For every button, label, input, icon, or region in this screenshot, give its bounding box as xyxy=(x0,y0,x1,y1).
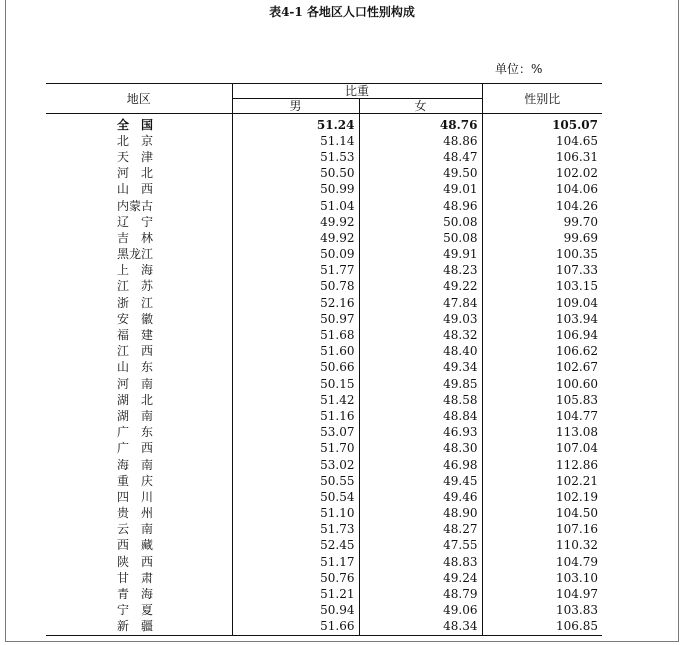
male-cell: 53.02 xyxy=(232,457,359,473)
region-cell: 贵 州 xyxy=(117,506,154,521)
ratio-cell: 110.32 xyxy=(482,538,602,554)
table-row xyxy=(46,425,602,441)
table-row xyxy=(46,198,602,214)
region-cell: 重 庆 xyxy=(117,473,154,488)
header-ratio: 性别比 xyxy=(482,84,602,114)
region-cell: 山 东 xyxy=(117,360,154,375)
population-sex-table xyxy=(46,83,602,636)
female-cell: 49.91 xyxy=(359,247,482,263)
ratio-cell: 107.33 xyxy=(482,263,602,279)
ratio-cell: 104.77 xyxy=(482,408,602,424)
ratio-cell: 104.50 xyxy=(482,506,602,522)
ratio-cell: 112.86 xyxy=(482,457,602,473)
female-cell: 49.01 xyxy=(359,182,482,198)
male-cell: 50.66 xyxy=(232,360,359,376)
male-cell: 50.15 xyxy=(232,376,359,392)
ratio-cell: 104.97 xyxy=(482,586,602,602)
table-title: 表4-1 各地区人口性别构成 xyxy=(269,5,415,19)
male-cell: 51.60 xyxy=(232,344,359,360)
table-row xyxy=(46,392,602,408)
female-cell: 50.08 xyxy=(359,230,482,246)
region-cell: 安 徽 xyxy=(117,311,154,326)
ratio-cell: 106.94 xyxy=(482,327,602,343)
region-cell: 西 藏 xyxy=(117,538,154,553)
ratio-cell: 100.35 xyxy=(482,247,602,263)
female-cell: 48.58 xyxy=(359,392,482,408)
female-cell: 46.93 xyxy=(359,425,482,441)
ratio-cell: 106.85 xyxy=(482,619,602,636)
ratio-cell: 103.10 xyxy=(482,570,602,586)
female-cell: 49.03 xyxy=(359,311,482,327)
table-row xyxy=(46,182,602,198)
table-row xyxy=(46,554,602,570)
region-cell: 上 海 xyxy=(117,263,154,278)
female-cell: 49.45 xyxy=(359,473,482,489)
ratio-cell: 104.06 xyxy=(482,182,602,198)
male-cell: 50.55 xyxy=(232,473,359,489)
table-row xyxy=(46,214,602,230)
male-cell: 52.16 xyxy=(232,295,359,311)
ratio-cell: 100.60 xyxy=(482,376,602,392)
table-row xyxy=(46,279,602,295)
table-row xyxy=(46,473,602,489)
male-cell: 50.09 xyxy=(232,247,359,263)
ratio-cell: 106.31 xyxy=(482,149,602,165)
table-row xyxy=(46,263,602,279)
table-row xyxy=(46,376,602,392)
region-cell: 陕 西 xyxy=(117,554,154,569)
header-female: 女 xyxy=(359,99,482,114)
ratio-cell: 104.79 xyxy=(482,554,602,570)
male-cell: 51.21 xyxy=(232,586,359,602)
region-cell: 湖 北 xyxy=(117,392,154,407)
ratio-cell: 103.15 xyxy=(482,279,602,295)
ratio-cell: 99.70 xyxy=(482,214,602,230)
female-cell: 50.08 xyxy=(359,214,482,230)
ratio-cell: 106.62 xyxy=(482,344,602,360)
male-cell: 53.07 xyxy=(232,425,359,441)
region-cell: 云 南 xyxy=(117,522,154,537)
region-cell: 吉 林 xyxy=(117,230,154,245)
male-cell: 51.16 xyxy=(232,408,359,424)
table-row xyxy=(46,114,602,134)
table-row xyxy=(46,506,602,522)
header-male: 男 xyxy=(232,99,359,114)
female-cell: 48.86 xyxy=(359,133,482,149)
region-cell: 内蒙古 xyxy=(117,198,154,213)
male-cell: 51.66 xyxy=(232,619,359,636)
table-row xyxy=(46,457,602,473)
region-cell: 湖 南 xyxy=(117,408,154,423)
female-cell: 47.84 xyxy=(359,295,482,311)
male-cell: 49.92 xyxy=(232,214,359,230)
female-cell: 47.55 xyxy=(359,538,482,554)
table-row xyxy=(46,538,602,554)
table-body xyxy=(46,114,602,636)
table-row xyxy=(46,133,602,149)
male-cell: 52.45 xyxy=(232,538,359,554)
table-row xyxy=(46,408,602,424)
region-cell: 江 苏 xyxy=(117,279,154,294)
male-cell: 51.73 xyxy=(232,522,359,538)
male-cell: 51.14 xyxy=(232,133,359,149)
table-row xyxy=(46,441,602,457)
male-cell: 51.68 xyxy=(232,327,359,343)
female-cell: 48.34 xyxy=(359,619,482,636)
male-cell: 50.76 xyxy=(232,570,359,586)
male-cell: 50.54 xyxy=(232,489,359,505)
ratio-cell: 105.83 xyxy=(482,392,602,408)
region-cell: 甘 肃 xyxy=(117,570,154,585)
ratio-cell: 103.83 xyxy=(482,603,602,619)
region-cell: 宁 夏 xyxy=(117,603,154,618)
region-cell: 北 京 xyxy=(117,133,154,148)
female-cell: 49.46 xyxy=(359,489,482,505)
male-cell: 51.24 xyxy=(232,114,359,134)
table-row xyxy=(46,603,602,619)
table-row xyxy=(46,327,602,343)
region-cell: 浙 江 xyxy=(117,295,154,310)
header-weight: 比重 xyxy=(232,84,482,99)
female-cell: 48.84 xyxy=(359,408,482,424)
region-cell: 河 南 xyxy=(117,376,154,391)
female-cell: 48.79 xyxy=(359,586,482,602)
table-row xyxy=(46,230,602,246)
male-cell: 50.50 xyxy=(232,166,359,182)
female-cell: 49.50 xyxy=(359,166,482,182)
female-cell: 48.83 xyxy=(359,554,482,570)
region-cell: 辽 宁 xyxy=(117,214,154,229)
region-cell: 江 西 xyxy=(117,344,154,359)
region-cell: 天 津 xyxy=(117,149,154,164)
female-cell: 48.96 xyxy=(359,198,482,214)
male-cell: 49.92 xyxy=(232,230,359,246)
table-row xyxy=(46,360,602,376)
ratio-cell: 104.65 xyxy=(482,133,602,149)
ratio-cell: 102.67 xyxy=(482,360,602,376)
male-cell: 50.94 xyxy=(232,603,359,619)
female-cell: 49.06 xyxy=(359,603,482,619)
region-cell: 广 西 xyxy=(117,441,154,456)
male-cell: 51.04 xyxy=(232,198,359,214)
female-cell: 49.24 xyxy=(359,570,482,586)
region-cell: 海 南 xyxy=(117,457,154,472)
ratio-cell: 105.07 xyxy=(482,114,602,134)
female-cell: 48.32 xyxy=(359,327,482,343)
ratio-cell: 99.69 xyxy=(482,230,602,246)
table-row xyxy=(46,570,602,586)
table-row xyxy=(46,311,602,327)
male-cell: 51.17 xyxy=(232,554,359,570)
region-cell: 广 东 xyxy=(117,425,154,440)
region-cell: 山 西 xyxy=(117,182,154,197)
ratio-cell: 113.08 xyxy=(482,425,602,441)
region-cell: 四 川 xyxy=(117,489,154,504)
region-cell: 河 北 xyxy=(117,166,154,181)
table-row xyxy=(46,586,602,602)
ratio-cell: 104.26 xyxy=(482,198,602,214)
male-cell: 51.10 xyxy=(232,506,359,522)
region-cell: 黑龙江 xyxy=(117,247,154,262)
table-row xyxy=(46,344,602,360)
ratio-cell: 102.21 xyxy=(482,473,602,489)
ratio-cell: 107.16 xyxy=(482,522,602,538)
region-cell: 福 建 xyxy=(117,328,154,343)
female-cell: 48.47 xyxy=(359,149,482,165)
male-cell: 51.53 xyxy=(232,149,359,165)
female-cell: 48.90 xyxy=(359,506,482,522)
region-cell: 新 疆 xyxy=(46,619,232,636)
table-row xyxy=(46,489,602,505)
ratio-cell: 107.04 xyxy=(482,441,602,457)
header-region: 地区 xyxy=(46,84,232,114)
ratio-cell: 102.19 xyxy=(482,489,602,505)
table-row xyxy=(46,522,602,538)
male-cell: 50.99 xyxy=(232,182,359,198)
region-cell: 全 国 xyxy=(117,117,154,132)
female-cell: 48.23 xyxy=(359,263,482,279)
female-cell: 48.40 xyxy=(359,344,482,360)
table-row xyxy=(46,166,602,182)
ratio-cell: 102.02 xyxy=(482,166,602,182)
region-cell: 青 海 xyxy=(117,587,154,602)
female-cell: 48.27 xyxy=(359,522,482,538)
male-cell: 51.42 xyxy=(232,392,359,408)
male-cell: 51.77 xyxy=(232,263,359,279)
table-row xyxy=(46,247,602,263)
ratio-cell: 103.94 xyxy=(482,311,602,327)
female-cell: 49.85 xyxy=(359,376,482,392)
table-row xyxy=(46,295,602,311)
table-row xyxy=(46,619,602,636)
female-cell: 48.76 xyxy=(359,114,482,134)
female-cell: 48.30 xyxy=(359,441,482,457)
ratio-cell: 109.04 xyxy=(482,295,602,311)
male-cell: 50.78 xyxy=(232,279,359,295)
female-cell: 49.22 xyxy=(359,279,482,295)
male-cell: 50.97 xyxy=(232,311,359,327)
table-row xyxy=(46,149,602,165)
male-cell: 51.70 xyxy=(232,441,359,457)
unit-label: 单位：% xyxy=(495,62,543,76)
female-cell: 49.34 xyxy=(359,360,482,376)
female-cell: 46.98 xyxy=(359,457,482,473)
